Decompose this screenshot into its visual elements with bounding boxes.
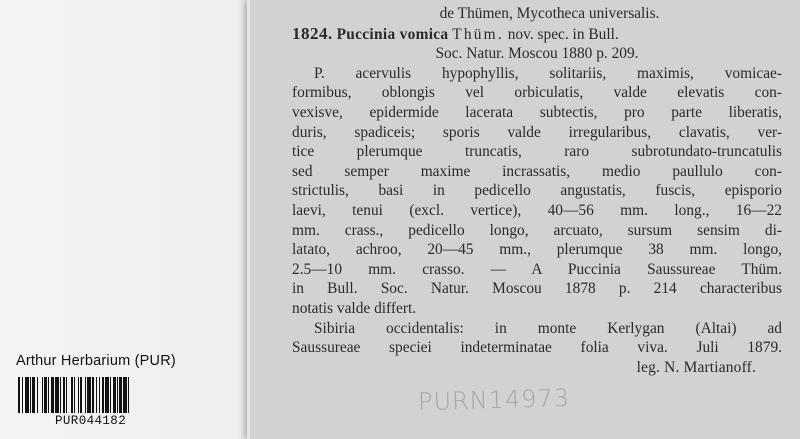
description-line: sed semper maxime incrassatis, medio paullulo con- [292, 162, 782, 180]
exsiccata-number: 1824. [292, 23, 333, 43]
label-edge [247, 0, 250, 439]
barcode-bar [129, 377, 131, 413]
collector-line: leg. N. Martianoff. [636, 358, 756, 376]
species-name: Puccinia vomica [336, 25, 449, 43]
description-line: 2.5—10 mm. crasso. — A Puccinia Saussureae Thüm. [292, 260, 782, 278]
description-line: P. acervulis hypophyllis, solitariis, maximis, vomicae- [314, 64, 782, 82]
description-line: laevi, tenui (excl. vertice), 40—56 mm. long., 16—22 [292, 201, 782, 219]
herbarium-name: Arthur Herbarium (PUR) [16, 353, 176, 369]
citation-text: nov. spec. in Bull. [503, 25, 619, 43]
species-authority: Thüm. [452, 25, 504, 43]
description-line: latato, achroo, 20—45 mm., plerumque 38 mm. longo, [292, 241, 782, 259]
description-line: tice plerumque truncatis, raro subrotundato-truncatulis [292, 143, 782, 161]
description-line: duris, spadiceis; sporis valde irregularibus, clavatis, ver- [292, 123, 782, 141]
description-line: in Bull. Soc. Natur. Moscou 1878 p. 214 characteribus [292, 280, 782, 298]
barcode-number: PUR044182 [55, 414, 127, 428]
locality-line: Sibiria occidentalis: in monte Kerlygan (Altai) ad [314, 319, 782, 337]
barcode [18, 377, 168, 413]
description-line: notatis valde differt. [292, 299, 417, 317]
species-title-line [292, 24, 782, 45]
citation-line-2: Soc. Natur. Moscou 1880 p. 209. [435, 45, 639, 63]
description-line: vexisve, epidermide lacerata subtectis, pro parte liberatis, [292, 103, 782, 121]
description-line: mm. crass., pedicello longo, arcuato, sursum sensim di- [292, 221, 782, 239]
handwritten-accession-number: PURN14973 [417, 384, 571, 416]
label-header: de Thümen, Mycotheca universalis. [439, 5, 660, 22]
locality-line: Saussureae speciei indeterminatae folia viva. Juli 1879. [292, 339, 782, 357]
description-line: formibus, oblongis vel orbiculatis, valde elevatis con- [292, 84, 782, 102]
label-text-block [292, 4, 782, 377]
description-line: strictulis, basi in pedicello angustatis, fuscis, episporio [292, 182, 782, 200]
